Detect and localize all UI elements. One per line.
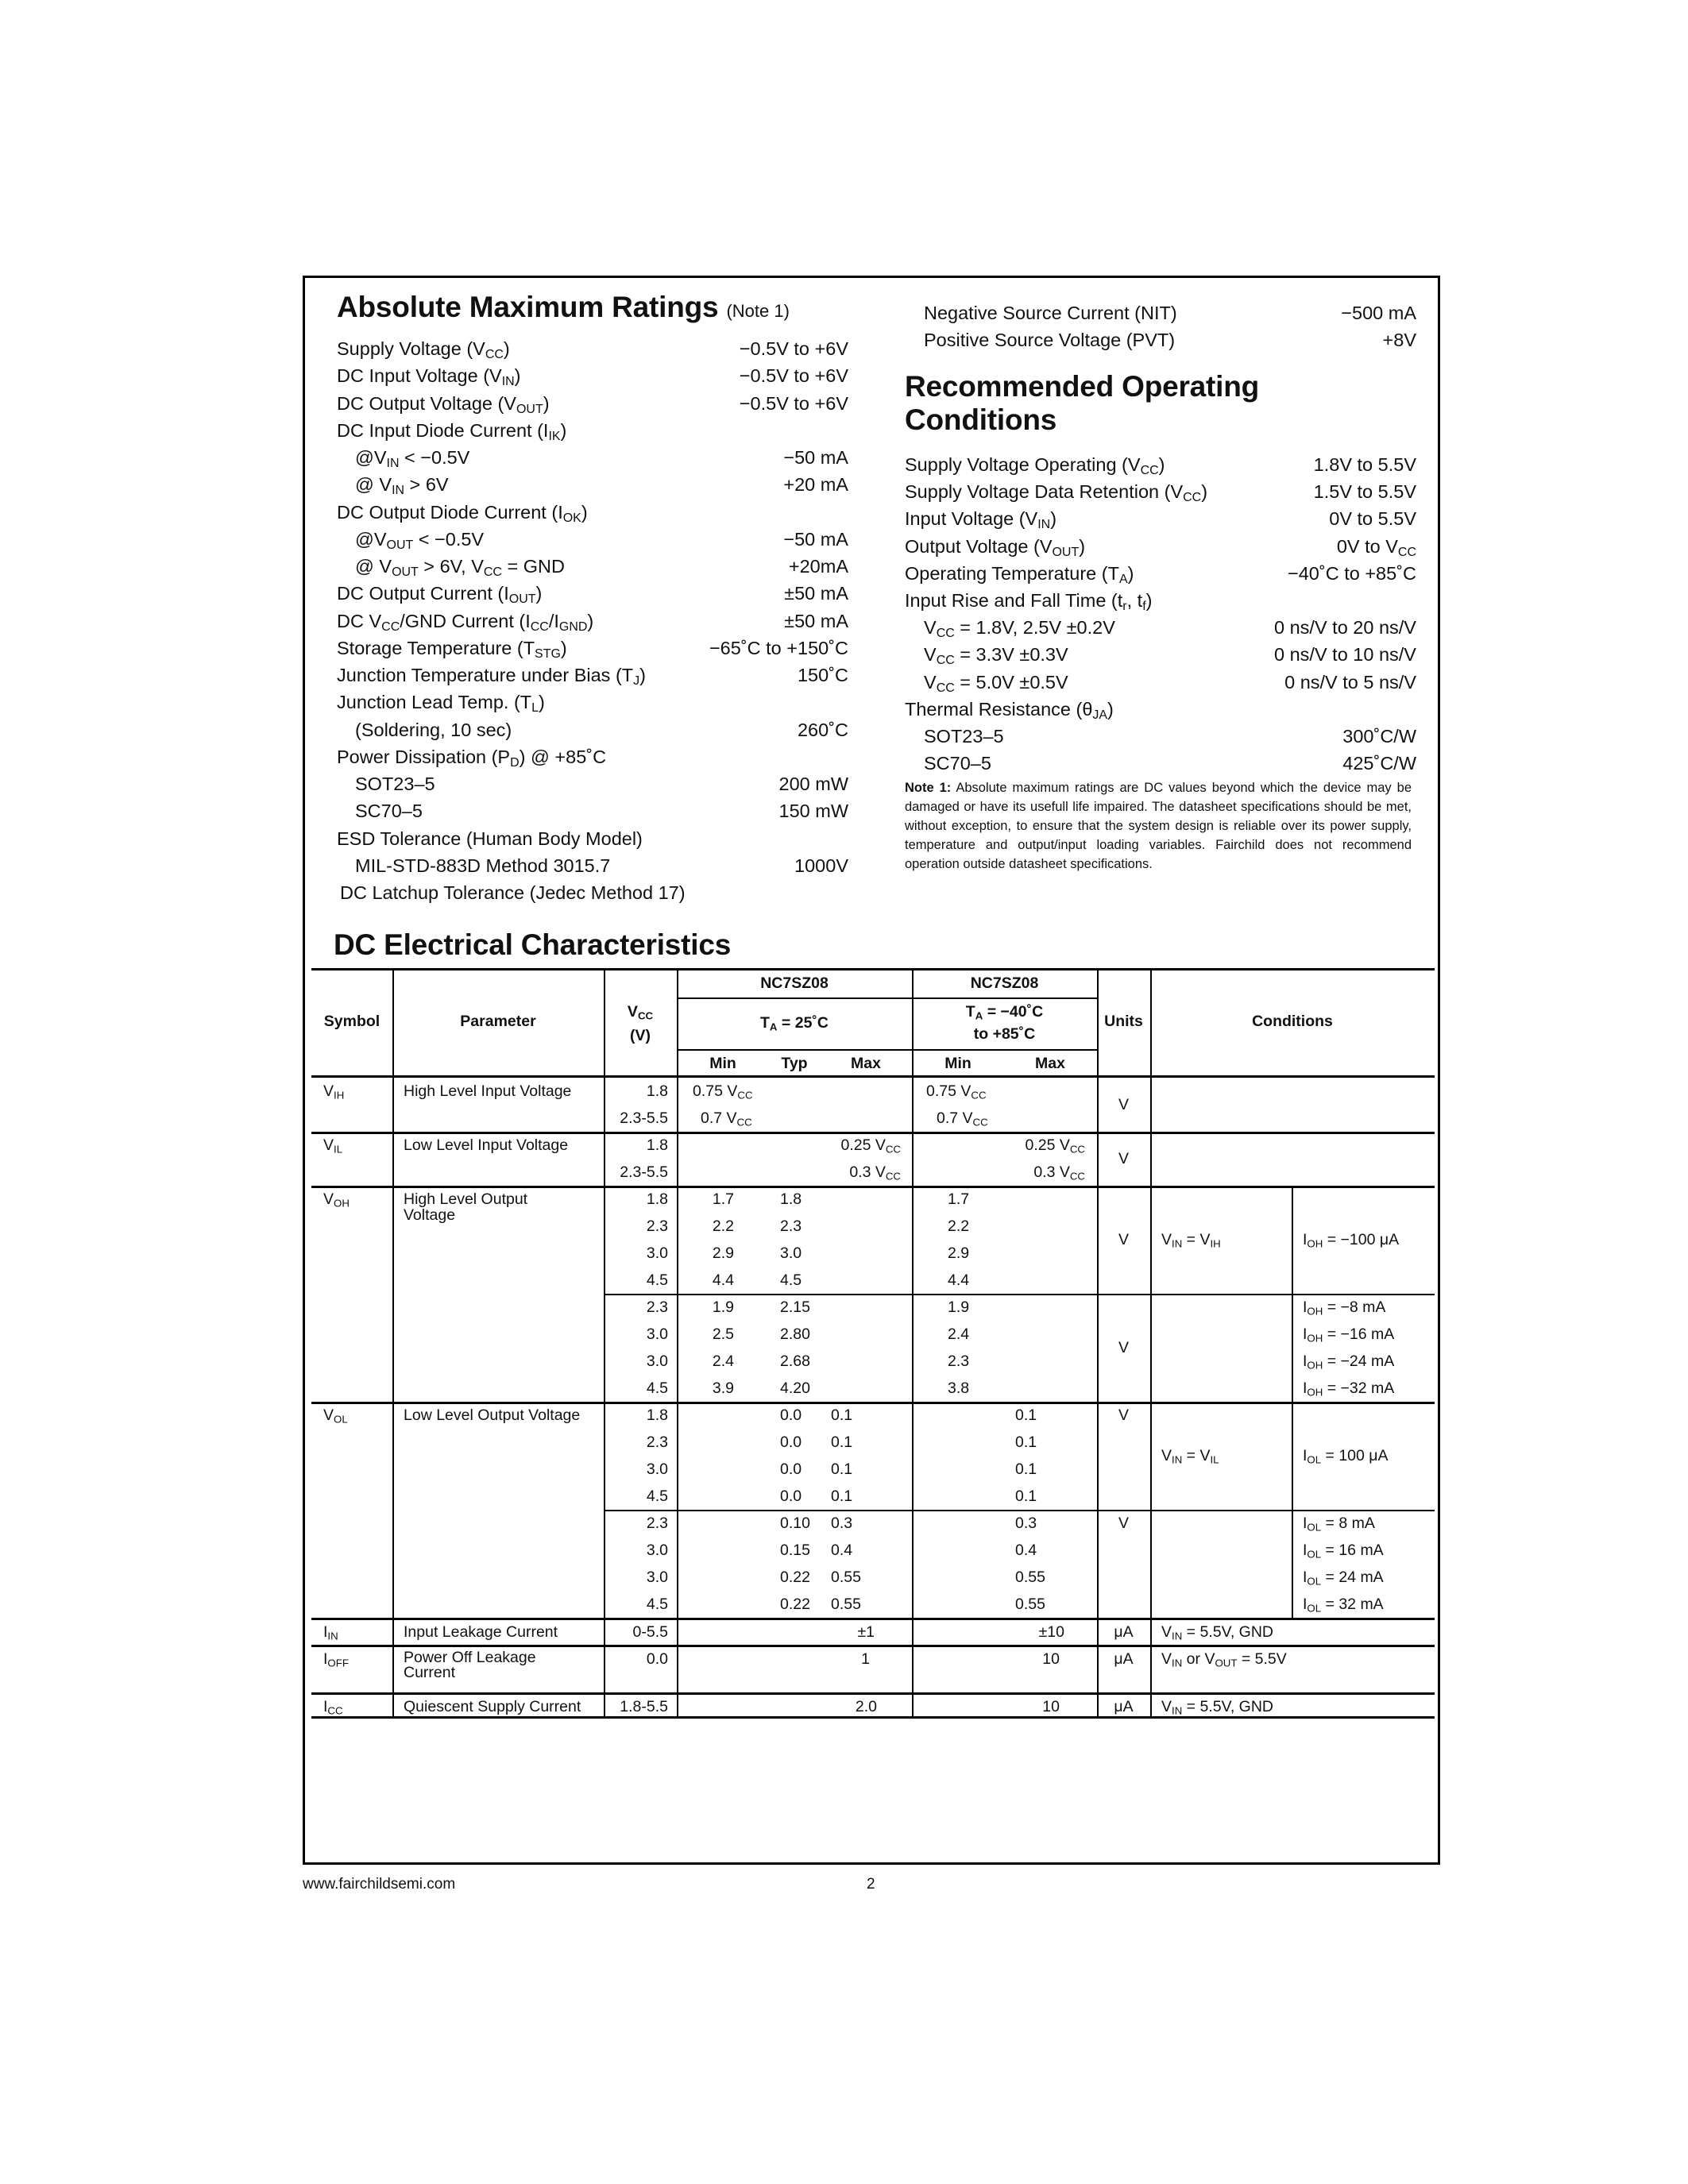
vol-unit-b: V: [1118, 1515, 1129, 1532]
roc-label: Input Rise and Fall Time ($t_r$, $t_f$): [905, 590, 1153, 613]
iin-cond: $V_{IN} = 5.5V$, GND: [1161, 1623, 1273, 1642]
voh-min2: 2.9: [948, 1244, 970, 1262]
amr-value: 200 mW: [778, 774, 848, 794]
amr-label: Storage Temperature $(T_{STG})$: [337, 637, 567, 661]
amr-value: −65˚C to +150˚C: [709, 637, 848, 658]
voh-min2: 1.9: [948, 1298, 970, 1316]
header-ta-25: $T_A$ = 25˚C: [760, 1014, 829, 1033]
roc-label: SOT23–5: [924, 726, 1004, 747]
icc-max2: 10: [1042, 1697, 1060, 1715]
ioff-max2: 10: [1042, 1650, 1060, 1668]
vol-max2: 0.1: [1015, 1406, 1037, 1424]
amr-label: SOT23–5: [355, 774, 435, 794]
amr-title: Absolute Maximum Ratings (Note 1): [337, 291, 790, 323]
ioff-param: Power Off Leakage: [404, 1649, 536, 1666]
header-max: Max: [851, 1055, 881, 1072]
roc-label: $V_{CC} = 5.0V \pm 0.5V$: [924, 671, 1068, 695]
roc-value: 0 ns/V to 10 ns/V: [1274, 644, 1416, 666]
vol-typ: 0.0: [780, 1433, 802, 1451]
voh-vcc: 3.0: [646, 1352, 668, 1370]
vol-cond-i: $I_{OL} = 8$ mA: [1303, 1515, 1375, 1534]
amr-cont-label: Positive Source Voltage (PVT): [924, 330, 1176, 350]
ta-rule: [677, 1049, 1097, 1051]
vol-vcc: 3.0: [646, 1569, 668, 1586]
voh-min: 2.5: [712, 1325, 734, 1343]
voh-min: 3.9: [712, 1379, 734, 1397]
roc-label: Supply Voltage Data Retention $(V_{CC})$: [905, 481, 1208, 505]
roc-label: Input Voltage $(V_{IN})$: [905, 508, 1057, 532]
vol-cond-i: $I_{OL} = 16$ mA: [1303, 1542, 1384, 1561]
header-nc7sz08-2: NC7SZ08: [970, 974, 1039, 992]
roc-value: 0 ns/V to 20 ns/V: [1274, 617, 1416, 639]
ioff-symbol: $I_{OFF}$: [323, 1650, 349, 1669]
icc-symbol: $I_{CC}$: [323, 1697, 343, 1716]
amr-label: Junction Lead Temp. $(T_L)$: [337, 692, 545, 716]
amr-label: @ $V_{IN} > 6V$: [355, 474, 449, 498]
amr-value: −0.5V to +6V: [739, 365, 848, 387]
vol-max: 0.1: [831, 1461, 853, 1478]
vol-max: 0.1: [831, 1433, 853, 1451]
amr-label: (Soldering, 10 sec): [355, 719, 512, 740]
voh-typ: 4.5: [780, 1271, 802, 1289]
dc-title: DC Electrical Characteristics: [334, 928, 732, 961]
header-nc7sz08-1: NC7SZ08: [760, 974, 829, 992]
voh-typ: 2.15: [780, 1298, 810, 1316]
amr-value: 1000V: [794, 855, 848, 876]
roc-label: $V_{CC} = 3.3V \pm 0.3V$: [924, 644, 1068, 668]
vol-param: Low Level Output Voltage: [404, 1406, 581, 1424]
vol-max: 0.55: [831, 1596, 861, 1613]
vol-max: 0.3: [831, 1515, 853, 1532]
voh-min: 2.9: [712, 1244, 734, 1262]
vih-symbol: $V_{IH}$: [323, 1082, 345, 1102]
vol-max2: 0.55: [1015, 1596, 1045, 1613]
icc-unit: μA: [1114, 1697, 1134, 1715]
vol-typ: 0.0: [780, 1406, 802, 1424]
header-symbol: Symbol: [323, 1013, 380, 1030]
iin-unit: μA: [1114, 1623, 1134, 1641]
voh-min: 1.9: [712, 1298, 734, 1316]
amr-cont-label: Negative Source Current (NIT): [924, 303, 1177, 323]
voh-vcc: 2.3: [646, 1298, 668, 1316]
amr-label: Junction Temperature under Bias $(T_J)$: [337, 665, 646, 688]
page-number: 2: [867, 1876, 875, 1893]
vil-max2: 0.25 $V_{CC}$: [1025, 1136, 1085, 1156]
roc-label: Thermal Resistance $(\theta_{JA})$: [905, 698, 1114, 722]
header-units: Units: [1104, 1013, 1143, 1030]
iin-symbol: $I_{IN}$: [323, 1623, 338, 1642]
vol-max: 0.1: [831, 1406, 853, 1424]
voh-vcc: 2.3: [646, 1217, 668, 1235]
vol-max: 0.1: [831, 1488, 853, 1505]
voh-cond-i: $I_{OH} = -32$ mA: [1303, 1379, 1395, 1399]
amr-value: 150 mW: [778, 801, 848, 822]
vih-min: 0.7 $V_{CC}$: [701, 1109, 752, 1129]
voh-cond-i: $I_{OH} = -8$ mA: [1303, 1298, 1386, 1318]
amr-value: −0.5V to +6V: [739, 338, 848, 359]
header-ta-range-2: to +85˚C: [973, 1025, 1036, 1043]
roc-value: −40˚C to +85˚C: [1288, 562, 1416, 584]
roc-title: Recommended Operating Conditions: [905, 370, 1260, 436]
roc-label: Operating Temperature $(T_A)$: [905, 562, 1134, 586]
vil-vcc: 1.8: [646, 1136, 668, 1154]
vol-typ: 0.10: [780, 1515, 810, 1532]
col-rule: [392, 968, 394, 1719]
vol-max2: 0.1: [1015, 1433, 1037, 1451]
vil-symbol: $V_{IL}$: [323, 1136, 343, 1156]
vil-vcc: 2.3-5.5: [620, 1163, 668, 1181]
voh-cond-i: $I_{OH} = -24$ mA: [1303, 1352, 1395, 1372]
amr-label: DC $V_{CC}$/GND Current $(I_{CC}/I_{GND})$: [337, 610, 594, 634]
amr-value: ±50 mA: [784, 610, 848, 631]
iin-max: ±1: [857, 1623, 875, 1641]
vil-max: 0.25 $V_{CC}$: [840, 1136, 901, 1156]
vol-vcc: 3.0: [646, 1542, 668, 1559]
voh-unit-b: V: [1118, 1339, 1129, 1356]
ioff-unit: μA: [1114, 1650, 1134, 1668]
voh-subrule: [604, 1294, 1435, 1295]
vol-cond-i: $I_{OL} = 100$ μA: [1303, 1447, 1389, 1466]
voh-min2: 1.7: [948, 1190, 970, 1208]
roc-label: $V_{CC} = 1.8V$, 2.5V ±0.2V: [924, 617, 1115, 641]
vil-max: 0.3 $V_{CC}$: [849, 1163, 901, 1183]
iin-vcc: 0-5.5: [632, 1623, 668, 1641]
amr-label: DC Output Voltage $(V_{OUT})$: [337, 392, 550, 416]
ioff-param-2: Current: [404, 1664, 456, 1681]
voh-typ: 2.3: [780, 1217, 802, 1235]
voh-min2: 2.2: [948, 1217, 970, 1235]
voh-unit-a: V: [1118, 1231, 1129, 1248]
vih-vcc: 1.8: [646, 1082, 668, 1100]
vil-unit: V: [1118, 1150, 1129, 1167]
voh-vcc: 4.5: [646, 1271, 668, 1289]
roc-value: 1.5V to 5.5V: [1313, 481, 1416, 503]
voh-cond-vin: $V_{IN} = V_{IH}$: [1161, 1231, 1221, 1250]
amr-value: +20 mA: [783, 474, 848, 496]
amr-value: +20mA: [788, 556, 848, 577]
voh-vcc: 4.5: [646, 1379, 668, 1397]
voh-param: High Level Output: [404, 1190, 528, 1208]
row-rule: [311, 1692, 1435, 1695]
header-max2: Max: [1035, 1055, 1065, 1072]
amr-value: −50 mA: [783, 447, 848, 468]
voh-typ: 1.8: [780, 1190, 802, 1208]
ioff-max: 1: [861, 1650, 870, 1668]
vih-min: 0.75 $V_{CC}$: [693, 1082, 753, 1102]
vol-cond-i: $I_{OL} = 32$ mA: [1303, 1596, 1384, 1615]
voh-typ: 2.68: [780, 1352, 810, 1370]
voh-min: 2.2: [712, 1217, 734, 1235]
amr-label: ESD Tolerance (Human Body Model): [337, 828, 643, 849]
vol-max2: 0.1: [1015, 1488, 1037, 1505]
icc-cond: $V_{IN} = 5.5V$, GND: [1161, 1697, 1273, 1716]
vol-subrule: [604, 1510, 1435, 1511]
amr-value: 150˚C: [797, 665, 848, 685]
vol-vcc: 4.5: [646, 1596, 668, 1613]
vol-max2: 0.4: [1015, 1542, 1037, 1559]
amr-label: @ $V_{OUT} > 6V$, $V_{CC}$ = GND: [355, 556, 565, 579]
col-rule: [912, 968, 914, 1719]
amr-label: Power Dissipation $(P_D)$ @ +85˚C: [337, 746, 607, 770]
roc-value: 300˚C/W: [1342, 726, 1416, 747]
vol-vcc: 2.3: [646, 1433, 668, 1451]
vol-max: 0.55: [831, 1569, 861, 1586]
vol-typ: 0.15: [780, 1542, 810, 1559]
header-vcc-unit: (V): [630, 1027, 651, 1044]
vil-max2: 0.3 $V_{CC}$: [1033, 1163, 1085, 1183]
roc-value: 0 ns/V to 5 ns/V: [1284, 671, 1416, 693]
vil-param: Low Level Input Voltage: [404, 1136, 569, 1154]
voh-min2: 4.4: [948, 1271, 970, 1289]
amr-value: −50 mA: [783, 528, 848, 550]
vol-typ: 0.0: [780, 1488, 802, 1505]
header-top-rule: [311, 968, 1435, 970]
vol-vcc: 2.3: [646, 1515, 668, 1532]
voh-min: 2.4: [712, 1352, 734, 1370]
vol-symbol: $V_{OL}$: [323, 1406, 348, 1426]
voh-cond-i: $I_{OH} = -16$ mA: [1303, 1325, 1395, 1345]
vol-max2: 0.1: [1015, 1461, 1037, 1478]
amr-label: SC70–5: [355, 801, 423, 822]
vol-vcc: 3.0: [646, 1461, 668, 1478]
amr-label: DC Output Current $(I_{OUT})$: [337, 583, 543, 607]
roc-label: Output Voltage $(V_{OUT})$: [905, 535, 1086, 559]
cond-split-rule: [1292, 1186, 1293, 1618]
header-min: Min: [709, 1055, 736, 1072]
header-typ: Typ: [781, 1055, 808, 1072]
row-rule: [311, 1716, 1435, 1719]
roc-value: 0V to 5.5V: [1329, 508, 1416, 530]
voh-typ: 2.80: [780, 1325, 810, 1343]
col-rule: [677, 968, 678, 1719]
icc-param: Quiescent Supply Current: [404, 1697, 581, 1715]
icc-max: 2.0: [855, 1697, 877, 1715]
ioff-vcc: 0.0: [646, 1650, 668, 1668]
vih-min2: 0.7 $V_{CC}$: [937, 1109, 988, 1129]
voh-param-2: Voltage: [404, 1206, 456, 1224]
voh-min: 1.7: [712, 1190, 734, 1208]
voh-min2: 3.8: [948, 1379, 970, 1397]
vol-typ: 0.22: [780, 1596, 810, 1613]
voh-min: 4.4: [712, 1271, 734, 1289]
group-rule: [677, 997, 1097, 999]
voh-typ: 3.0: [780, 1244, 802, 1262]
footer-website[interactable]: www.fairchildsemi.com: [303, 1876, 456, 1893]
vol-max: 0.4: [831, 1542, 853, 1559]
amr-label: MIL-STD-883D Method 3015.7: [355, 855, 611, 876]
voh-vcc: 1.8: [646, 1190, 668, 1208]
icc-vcc: 1.8-5.5: [620, 1697, 668, 1715]
header-parameter: Parameter: [460, 1013, 536, 1030]
voh-vcc: 3.0: [646, 1325, 668, 1343]
row-rule: [311, 1402, 1435, 1404]
header-min2: Min: [944, 1055, 971, 1072]
amr-label: $@V_{OUT} < -0.5V$: [355, 528, 485, 552]
roc-label: SC70–5: [924, 753, 991, 774]
header-bottom-rule: [311, 1075, 1435, 1078]
vol-max2: 0.55: [1015, 1569, 1045, 1586]
amr-value: ±50 mA: [784, 583, 848, 604]
amr-label: DC Latchup Tolerance (Jedec Method 17): [340, 882, 686, 903]
amr-label: DC Output Diode Current $(I_{OK})$: [337, 501, 588, 525]
header-vcc: $V_{CC}$: [627, 1003, 654, 1022]
vih-param: High Level Input Voltage: [404, 1082, 572, 1100]
voh-typ: 4.20: [780, 1379, 810, 1397]
amr-label: DC Input Diode Current $(I_{IK})$: [337, 419, 567, 443]
col-rule: [604, 968, 605, 1719]
vih-min2: 0.75 $V_{CC}$: [926, 1082, 987, 1102]
amr-label: $@V_{IN} < -0.5V$: [355, 447, 470, 470]
voh-cond-i: $I_{OH} = -100$ μA: [1303, 1231, 1400, 1250]
amr-value: 260˚C: [797, 719, 848, 740]
voh-min2: 2.3: [948, 1352, 970, 1370]
vol-vcc: 4.5: [646, 1488, 668, 1505]
row-rule: [311, 1645, 1435, 1647]
vol-vcc: 1.8: [646, 1406, 668, 1424]
vih-unit: V: [1118, 1096, 1129, 1113]
roc-value: 425˚C/W: [1342, 753, 1416, 774]
amr-cont-value: +8V: [1382, 330, 1416, 350]
vol-max2: 0.3: [1015, 1515, 1037, 1532]
vol-cond-vin: $V_{IN} = V_{IL}$: [1161, 1447, 1219, 1466]
amr-label: DC Input Voltage $(V_{IN})$: [337, 365, 521, 389]
row-rule: [311, 1618, 1435, 1620]
roc-value: 1.8V to 5.5V: [1313, 454, 1416, 475]
amr-label: Supply Voltage $(V_{CC})$: [337, 338, 510, 361]
iin-max2: ±10: [1038, 1623, 1064, 1641]
iin-param: Input Leakage Current: [404, 1623, 558, 1641]
amr-value: −0.5V to +6V: [739, 392, 848, 414]
row-rule: [311, 1132, 1435, 1134]
amr-cont-value: −500 mA: [1341, 303, 1416, 323]
header-ta-range: $T_A$ = −40˚C: [965, 1003, 1044, 1022]
roc-value: 0V to $V_{CC}$: [1336, 535, 1416, 559]
voh-symbol: $V_{OH}$: [323, 1190, 350, 1210]
vol-cond-i: $I_{OL} = 24$ mA: [1303, 1569, 1384, 1588]
note-1: Note 1: Absolute maximum ratings are DC values beyond which the device may be damaged or have its usefull life impaired. The datasheet specifications should be met, without exception, to ensure that the system design is reliable over its power supply, temperature and output/input loading variables. Fairchild does not recommend operation outside datasheet specifications.: [905, 781, 1412, 871]
ioff-cond: $V_{IN}$ or $V_{OUT} = 5.5V$: [1161, 1650, 1287, 1669]
voh-min2: 2.4: [948, 1325, 970, 1343]
roc-label: Supply Voltage Operating $(V_{CC})$: [905, 454, 1165, 477]
vol-unit-a: V: [1118, 1406, 1129, 1424]
voh-vcc: 3.0: [646, 1244, 668, 1262]
vol-typ: 0.0: [780, 1461, 802, 1478]
vol-typ: 0.22: [780, 1569, 810, 1586]
header-conditions: Conditions: [1252, 1013, 1333, 1030]
vih-vcc: 2.3-5.5: [620, 1109, 668, 1127]
row-rule: [311, 1186, 1435, 1188]
